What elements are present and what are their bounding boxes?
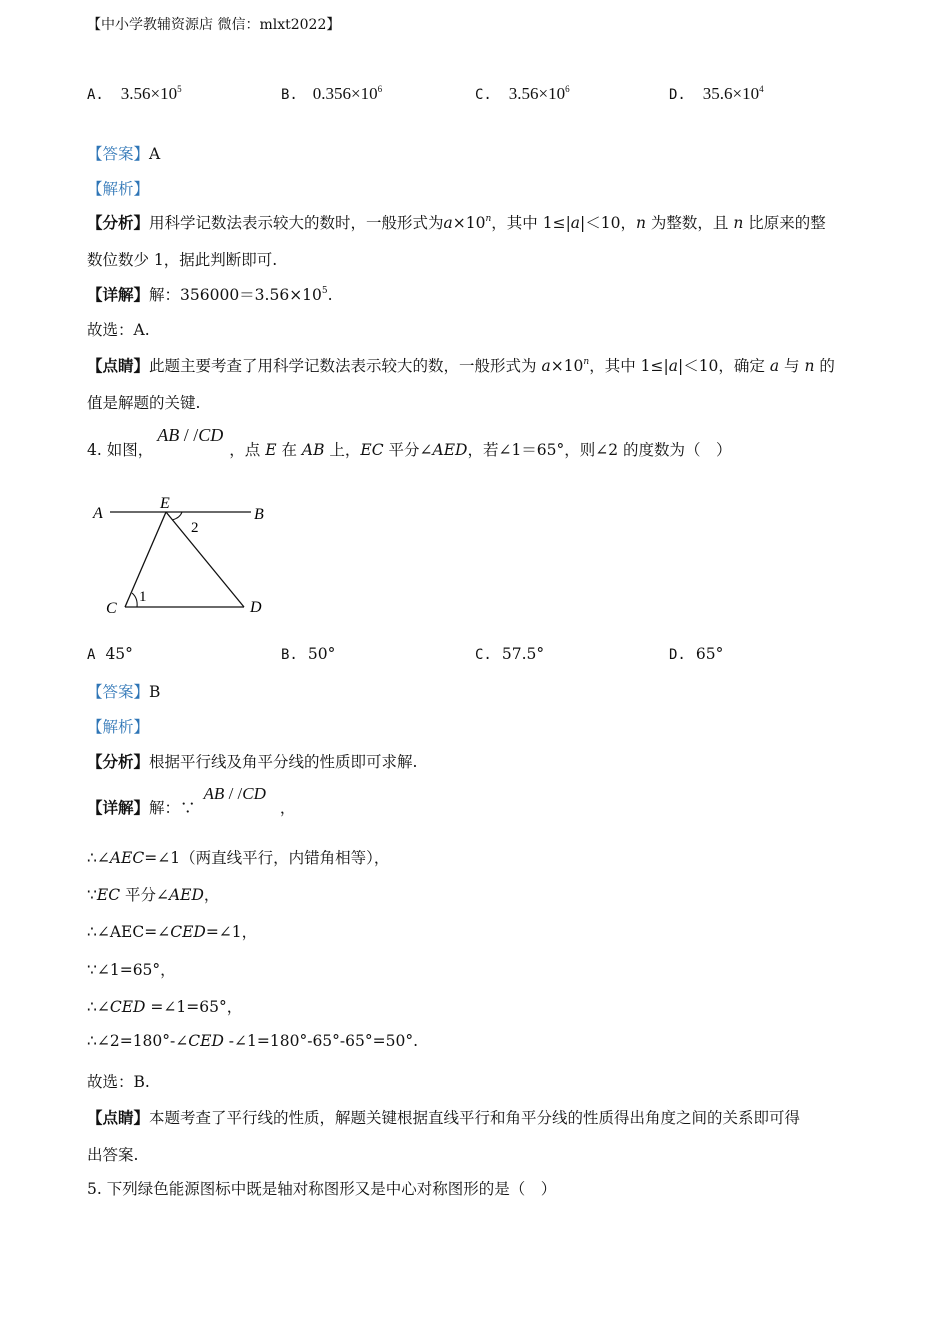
q4-step-1: ∴∠AEC=∠1（两直线平行，内错角相等）， xyxy=(87,849,390,867)
label-angle1: 1 xyxy=(139,589,147,605)
q4-option-a: A 45° xyxy=(87,645,133,663)
q4-analysis-label: 【解析】 xyxy=(87,718,150,736)
angle1-arc xyxy=(132,593,137,607)
option-letter: A. xyxy=(87,87,104,103)
option-value: $0.356\times 10^6$ xyxy=(312,84,383,103)
label-d: D xyxy=(250,599,262,616)
option-value: $35.6\times 10^4$ xyxy=(702,84,764,103)
q4-option-c: C. 57.5° xyxy=(475,645,545,663)
q4-dianjing-line1: 【点睛】本题考查了平行线的性质，解题关键根据直线平行和角平分线的性质得出角度之间的关系即可得 xyxy=(87,1108,801,1127)
option-value: $3.56\times 10^6$ xyxy=(508,84,570,103)
q3-option-a xyxy=(87,84,182,104)
page-header: 【中小学教辅资源店 微信：mlxt2022】 xyxy=(87,17,341,33)
q3-dianjing-line2: 值是解题的关键. xyxy=(87,394,201,412)
q4-option-b: B. 50° xyxy=(281,645,336,663)
q3-option-d xyxy=(669,84,764,104)
option-letter: D. xyxy=(669,87,686,103)
label-angle2: 2 xyxy=(191,520,199,536)
q4-guxuan: 故选：B. xyxy=(87,1073,150,1091)
q4-step-2: ∵EC 平分∠AED， xyxy=(87,886,220,904)
q5-stem: 5. 下列绿色能源图标中既是轴对称图形又是中心对称图形的是（ ） xyxy=(87,1180,557,1198)
q3-fenxi-line1: 【分析】用科学记数法表示较大的数时，一般形式为$a\times 10^n$，其中 1≤|a|＜10，n 为整数，且 n 比原来的整 xyxy=(87,213,826,232)
label-e: E xyxy=(160,495,170,512)
q4-step-3: ∴∠AEC=∠CED=∠1， xyxy=(87,923,258,941)
option-value: $3.56\times 10^5$ xyxy=(120,84,182,103)
q3-analysis-label: 【解析】 xyxy=(87,180,150,198)
q4-fenxi: 【分析】根据平行线及角平分线的性质即可求解. xyxy=(87,752,418,771)
option-letter: C. xyxy=(475,87,492,103)
q4-option-d: D. 65° xyxy=(669,645,724,663)
q3-dianjing-line1: 【点睛】此题主要考查了用科学记数法表示较大的数，一般形式为 $a\times 10^n$，其中 1≤|a|＜10，确定 a 与 n 的 xyxy=(87,356,835,375)
q4-answer: 【答案】B xyxy=(87,683,161,701)
q4-stem-formula: AB / /CD xyxy=(157,425,224,445)
label-b: B xyxy=(254,506,264,523)
option-letter: B. xyxy=(281,87,298,103)
segment-ed xyxy=(166,512,244,607)
q4-figure xyxy=(88,490,278,620)
q3-option-b xyxy=(281,84,382,104)
q4-step-4: ∵∠1=65°， xyxy=(87,961,176,979)
q4-dianjing-line2: 出答案. xyxy=(87,1146,139,1164)
q3-fenxi-line2: 数位数少 1，据此判断即可. xyxy=(87,251,278,269)
q4-stem: 4. 如图，AB / /CD，点 E 在 AB 上，EC 平分∠AED，若∠1＝65°，则∠2 的度数为（ ） xyxy=(87,425,732,459)
q4-step-5: ∴∠CED =∠1=65°， xyxy=(87,998,243,1016)
label-c: C xyxy=(106,600,117,617)
label-a: A xyxy=(93,505,103,522)
angle2-arc xyxy=(172,512,182,520)
q3-option-c xyxy=(475,84,570,104)
q4-step-6: ∴∠2=180°-∠CED -∠1=180°-65°-65°=50°. xyxy=(87,1032,419,1050)
q4-xiangjie: 【详解】解：∵AB / /CD， xyxy=(87,784,296,817)
q4-xiangjie-formula: AB / /CD xyxy=(203,784,266,803)
q3-guxuan: 故选：A. xyxy=(87,321,150,339)
q3-answer: 【答案】A xyxy=(87,145,161,163)
q3-xiangjie: 【详解】解：$356000=3.56\times 10^5$. xyxy=(87,285,333,304)
